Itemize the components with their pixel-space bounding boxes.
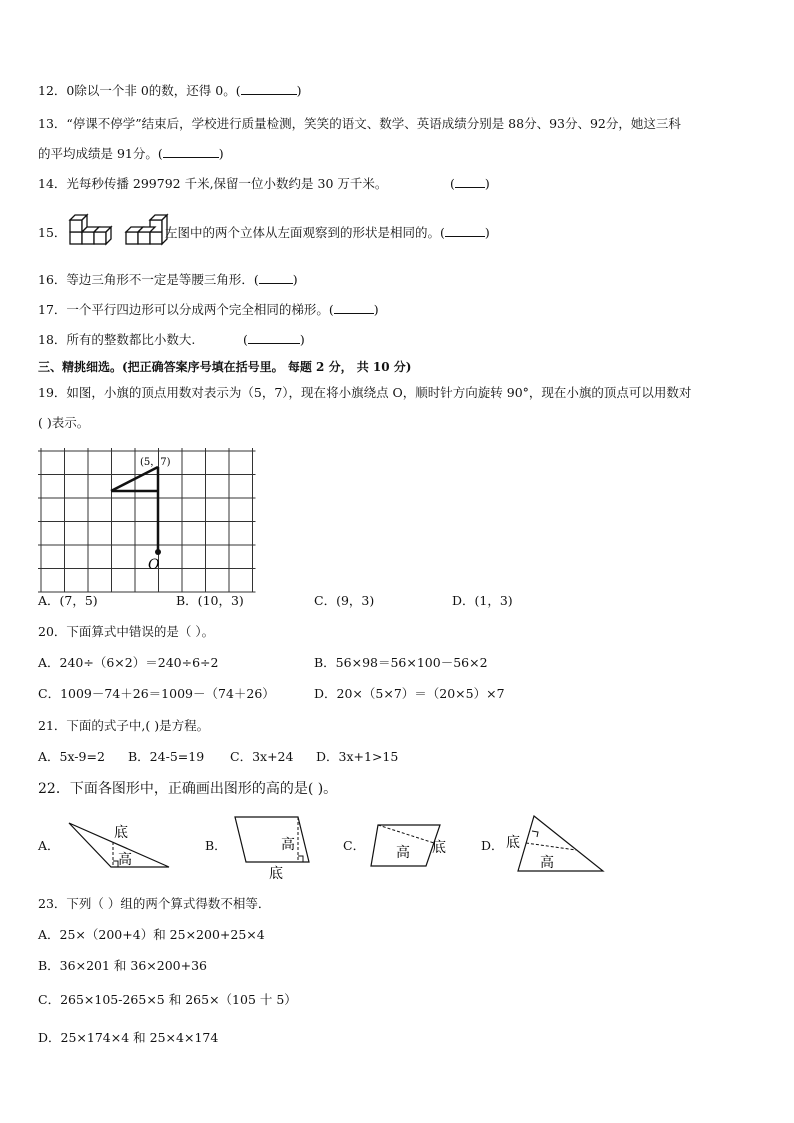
question-13-line-1: 13．“停课不停学”结束后，学校进行质量检测，笑笑的语文、数学、英语成绩分别是 88分、93分、92分，她这三科 [38,116,681,131]
option-c-figure [368,822,452,870]
q22-option-d[interactable]: D． [481,838,504,853]
svg-text:高: 高 [281,837,295,853]
section-heading: 三、精挑细选。(把正确答案序号填在括号里。 每题 2 分， 共 10 分) [38,360,412,374]
cubes-figure [68,212,164,250]
q22-option-b[interactable]: B． [205,838,227,853]
q21-option-d[interactable]: D．3x+1>15 [316,749,399,764]
answer-blank[interactable] [445,224,485,237]
q22-option-c[interactable]: C． [343,838,366,853]
origin-point [155,549,161,555]
question-19-line-1: 19．如图，小旗的顶点用数对表示为（5，7），现在将小旗绕点 O，顺时针方向旋转 90°，现在小旗的顶点可以用数对 [38,385,692,400]
answer-blank[interactable] [248,331,300,344]
q21-option-c[interactable]: C．3x+24 [230,749,294,764]
q23-option-a[interactable]: A．25×（200+4）和 25×200+25×4 [38,927,265,942]
answer-blank[interactable] [455,175,485,188]
question-20: 20．下面算式中错误的是（ ）。 [38,624,215,639]
q20-option-d[interactable]: D．20×（5×7）＝（20×5）×7 [314,686,505,701]
question-18: 18．所有的整数都比小数大. [38,332,196,347]
question-23: 23．下列（ ）组的两个算式得数不相等． [38,896,271,911]
q19-option-d[interactable]: D．(1，3) [452,593,513,608]
svg-text:高: 高 [396,845,410,861]
question-22: 22．下面各图形中，正确画出图形的高的是( )。 [38,781,338,797]
q21-option-a[interactable]: A．5x-9=2 [38,749,105,764]
svg-text:底: 底 [269,866,283,882]
q23-option-b[interactable]: B．36×201 和 36×200+36 [38,958,207,973]
q19-option-a[interactable]: A．(7，5) [38,593,98,608]
option-d-figure [506,813,606,875]
q19-option-c[interactable]: C．(9，3) [314,593,375,608]
question-19-line-2: ( )表示。 [38,415,90,430]
question-15-number: 15． [38,225,67,240]
question-17: 17．一个平行四边形可以分成两个完全相同的梯形。( ) [38,302,379,317]
vertex-label: (5，7) [140,457,171,468]
q20-option-b[interactable]: B．56×98＝56×100－56×2 [314,655,488,670]
q21-option-b[interactable]: B．24-5=19 [128,749,205,764]
q20-option-a[interactable]: A．240÷（6×2）＝240÷6÷2 [38,655,219,670]
answer-blank[interactable] [334,301,374,314]
svg-text:高: 高 [118,852,132,868]
q19-option-b[interactable]: B．(10，3) [176,593,244,608]
q22-option-a[interactable]: A． [38,838,60,853]
svg-text:高: 高 [540,855,554,871]
q23-option-c[interactable]: C．265×105-265×5 和 265×（105 十 5） [38,992,297,1007]
question-12: 12．0除以一个非 0的数，还得 0。( ) [38,83,302,98]
answer-blank[interactable] [241,82,297,95]
question-14-answer: ( ) [450,176,490,191]
svg-text:底: 底 [432,840,446,856]
option-b-figure [231,814,313,884]
option-a-figure [66,820,174,870]
grid-figure [38,448,256,580]
svg-text:底: 底 [506,835,520,851]
question-15: 左图中的两个立体从左面观察到的形状是相同的。( ) [165,225,490,240]
svg-text:底: 底 [114,825,128,841]
origin-label: O [148,557,160,573]
question-18-answer: ( ) [243,332,305,347]
q20-option-c[interactable]: C．1009－74＋26＝1009－（74＋26） [38,686,275,701]
answer-blank[interactable] [163,145,219,158]
question-13-line-2: 的平均成绩是 91分。( ) [38,146,224,161]
q23-option-d[interactable]: D．25×174×4 和 25×4×174 [38,1030,219,1045]
question-21: 21．下面的式子中,( )是方程。 [38,718,210,733]
question-14: 14．光每秒传播 299792 千米,保留一位小数约是 30 万千米。 [38,176,388,191]
answer-blank[interactable] [259,271,293,284]
question-16: 16．等边三角形不一定是等腰三角形．( ) [38,272,298,287]
